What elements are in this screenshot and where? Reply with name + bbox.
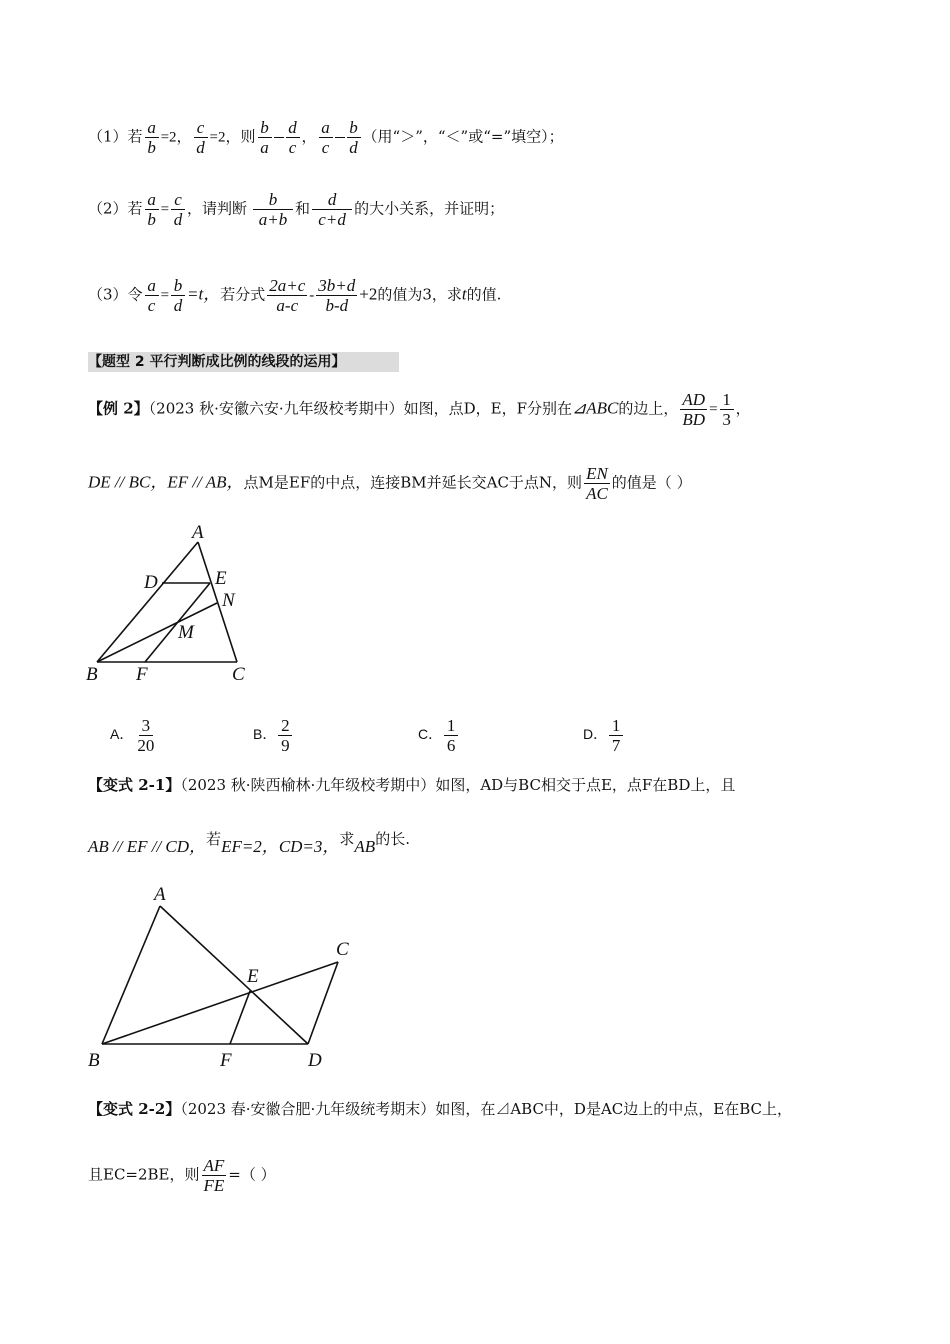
variant-2-1-line-2: AB // EF // CD，若EF=2，CD=3，求AB的长.: [88, 830, 410, 856]
blank-2[interactable]: [335, 137, 345, 138]
label-f: F: [220, 1050, 232, 1071]
triangle-figure-2: [82, 878, 372, 1078]
example-2-line-1: 【例 2】（2023 秋·安徽六安·九年级校考期中）如图，点D，E，F分别在⊿ABC的边上， $\frac{AD}{BD}$ = $\frac{1}{3}$ ，: [88, 390, 751, 429]
variant-2-1-line-1: 【变式 2-1】（2023 秋·陕西榆林·九年级校考期中）如图，AD与BC相交于点E，点F在BD上，且: [88, 776, 736, 794]
fraction-a-b: $\frac{a}{b}$: [145, 118, 159, 157]
label-c: C: [232, 664, 245, 685]
label-d: D: [308, 1050, 322, 1071]
segment-cd: [308, 962, 338, 1044]
fraction-3b-plus-d: $\frac{3b+d}{b-d}$: [318, 276, 356, 315]
fraction-1-3: $\frac{1}{3}$: [720, 390, 734, 429]
fraction-c-d: $\frac{c}{d}$: [194, 118, 208, 157]
fraction-b-d: $\frac{b}{d}$: [171, 276, 185, 315]
question-3: （3）令 $\frac{a}{c}$ = $\frac{b}{d}$ =t，若分式 $\frac{2a+c}{a-c}$ - $\frac{3b+d}{b-d}$ +2的值为3，求t的值.: [88, 276, 502, 315]
label-b: B: [88, 1050, 100, 1071]
example-2-line-2: DE // BC，EF // AB，点M是EF的中点，连接BM并延长交AC于点N，则 $\frac{EN}{AC}$ 的值是（ ）: [88, 464, 692, 503]
label-m: M: [178, 622, 194, 643]
segment-ab: [102, 906, 160, 1044]
option-a[interactable]: A． $\frac{3}{20}$: [110, 716, 155, 755]
label-e: E: [247, 966, 259, 987]
fraction-a-c: $\frac{a}{c}$: [319, 118, 333, 157]
fraction-b-a: $\frac{b}{a}$: [258, 118, 272, 157]
fraction-ad-bd: $\frac{AD}{BD}$: [682, 390, 706, 429]
fraction-b-d: $\frac{b}{d}$: [347, 118, 361, 157]
label-d: D: [144, 572, 158, 593]
label-c: C: [336, 939, 349, 960]
fraction-af-fe: $\frac{AF}{FE}$: [203, 1156, 225, 1195]
label-a: A: [154, 884, 166, 905]
label-n: N: [222, 590, 235, 611]
label-f: F: [136, 664, 148, 685]
option-d[interactable]: D． $\frac{1}{7}$: [583, 716, 625, 755]
option-c[interactable]: C． $\frac{1}{6}$: [418, 716, 460, 755]
section-heading: 【题型 2 平行判断成比例的线段的运用】: [88, 352, 399, 372]
label-a: A: [192, 522, 204, 543]
fraction-c-d: $\frac{c}{d}$: [171, 190, 185, 229]
segment-bc: [102, 962, 338, 1044]
variant-2-2-line-2: 且EC=2BE，则 $\frac{AF}{FE}$ =（ ）: [88, 1156, 276, 1195]
fraction-a-c: $\frac{a}{c}$: [145, 276, 159, 315]
segment-ab: [97, 542, 198, 662]
blank-1[interactable]: [274, 137, 284, 138]
question-1: （1）若 $\frac{a}{b}$ =2， $\frac{c}{d}$ =2，则 $\frac{b}{a}$ $\frac{d}{c}$ ， $\frac{a}{c}$ $\frac{b}{d}$ （用“＞”，“＜”或“=”填空）；: [88, 118, 564, 157]
fraction-d-c: $\frac{d}{c}$: [286, 118, 300, 157]
fraction-b-over-a-plus-b: $\frac{b}{a+b}$: [253, 190, 293, 229]
fraction-2a-plus-c: $\frac{2a+c}{a-c}$: [269, 276, 306, 315]
variant-2-2-line-1: 【变式 2-2】（2023 春·安徽合肥·九年级统考期末）如图，在⊿ABC中，D是AC边上的中点，E在BC上，: [88, 1100, 792, 1118]
triangle-figure-1: [82, 520, 262, 690]
question-2: （2）若 $\frac{a}{b}$ = $\frac{c}{d}$ ，请判断 $\frac{b}{a+b}$ 和 $\frac{d}{c+d}$ 的大小关系，并证明；: [88, 190, 505, 229]
fraction-a-b: $\frac{a}{b}$: [145, 190, 159, 229]
option-b[interactable]: B． $\frac{2}{9}$: [253, 716, 294, 755]
segment-bn: [97, 603, 217, 662]
label-b: B: [86, 664, 98, 685]
segment-ad: [160, 906, 308, 1044]
fraction-en-ac: $\frac{EN}{AC}$: [586, 464, 608, 503]
label-e: E: [215, 568, 227, 589]
fraction-d-over-c-plus-d: $\frac{d}{c+d}$: [312, 190, 352, 229]
